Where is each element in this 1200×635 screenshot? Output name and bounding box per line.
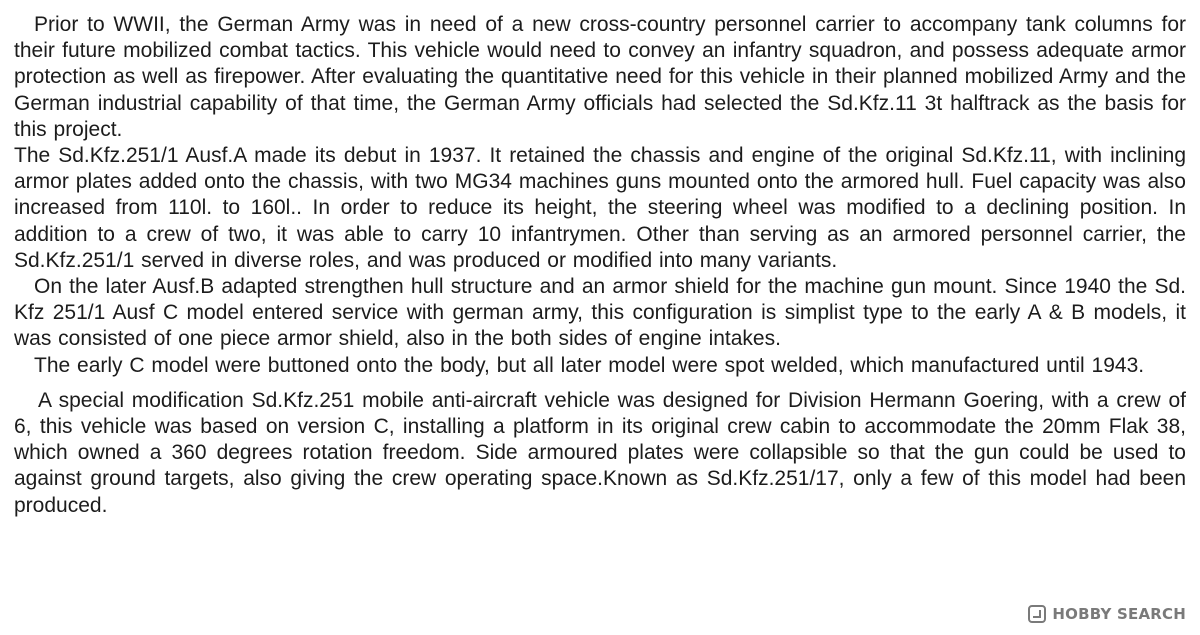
paragraph-early-c: The early C model were buttoned onto the body, but all later model were spot welded, which manufactured until 1943. bbox=[34, 353, 1145, 377]
paragraph-anti-aircraft: A special modification Sd.Kfz.251 mobile anti-aircraft vehicle was designed for Division Hermann Goering, with a crew of 6, this vehicle was based on version C, installing a platform in its original crew cabin to accommodate the 20mm Flak 38, which owned a 360 degrees rotation freedom. Side armoured plates were collapsible so that the gun could be used to against ground targets, also giving the crew operating space.Known as Sd.Kfz.251/17, only a few of this model had been produced. bbox=[14, 388, 1186, 517]
watermark bbox=[1028, 605, 1186, 623]
hobby-search-logo-icon bbox=[1028, 605, 1046, 623]
watermark-text: HOBBY SEARCH bbox=[1052, 605, 1186, 623]
paragraph-intro: Prior to WWII, the German Army was in need of a new cross-country personnel carrier to accompany tank columns for their future mobilized combat tactics. This vehicle would need to convey an infantry squadron, and possess adequate armor protection as well as firepower. After evaluating the quantitative need for this vehicle in their planned mobilized Army and the German industrial capability of that time, the German Army officials had selected the Sd.Kfz.11 3t halftrack as the basis for this project. bbox=[14, 13, 1186, 141]
paragraph-ausf-b-c: On the later Ausf.B adapted strengthen hull structure and an armor shield for the machine gun mount. Since 1940 the Sd. Kfz 251/1 Ausf C model entered service with german army, this configuration is simplist type to the early A & B models, it was consisted of one piece armor shield, also in the both sides of engine intakes. bbox=[14, 275, 1186, 351]
paragraph-ausf-a: The Sd.Kfz.251/1 Ausf.A made its debut in 1937. It retained the chassis and engine of the original Sd.Kfz.11, with inclining armor plates added onto the chassis, with two MG34 machines guns mounted onto the armored hull. Fuel capacity was also increased from 110l. to 160l.. In order to reduce its height, the steering wheel was modified to a declining position. In addition to a crew of two, it was able to carry 10 infantrymen. Other than serving as an armored personnel carrier, the Sd.Kfz.251/1 served in diverse roles, and was produced or modified into many variants. bbox=[14, 144, 1186, 272]
